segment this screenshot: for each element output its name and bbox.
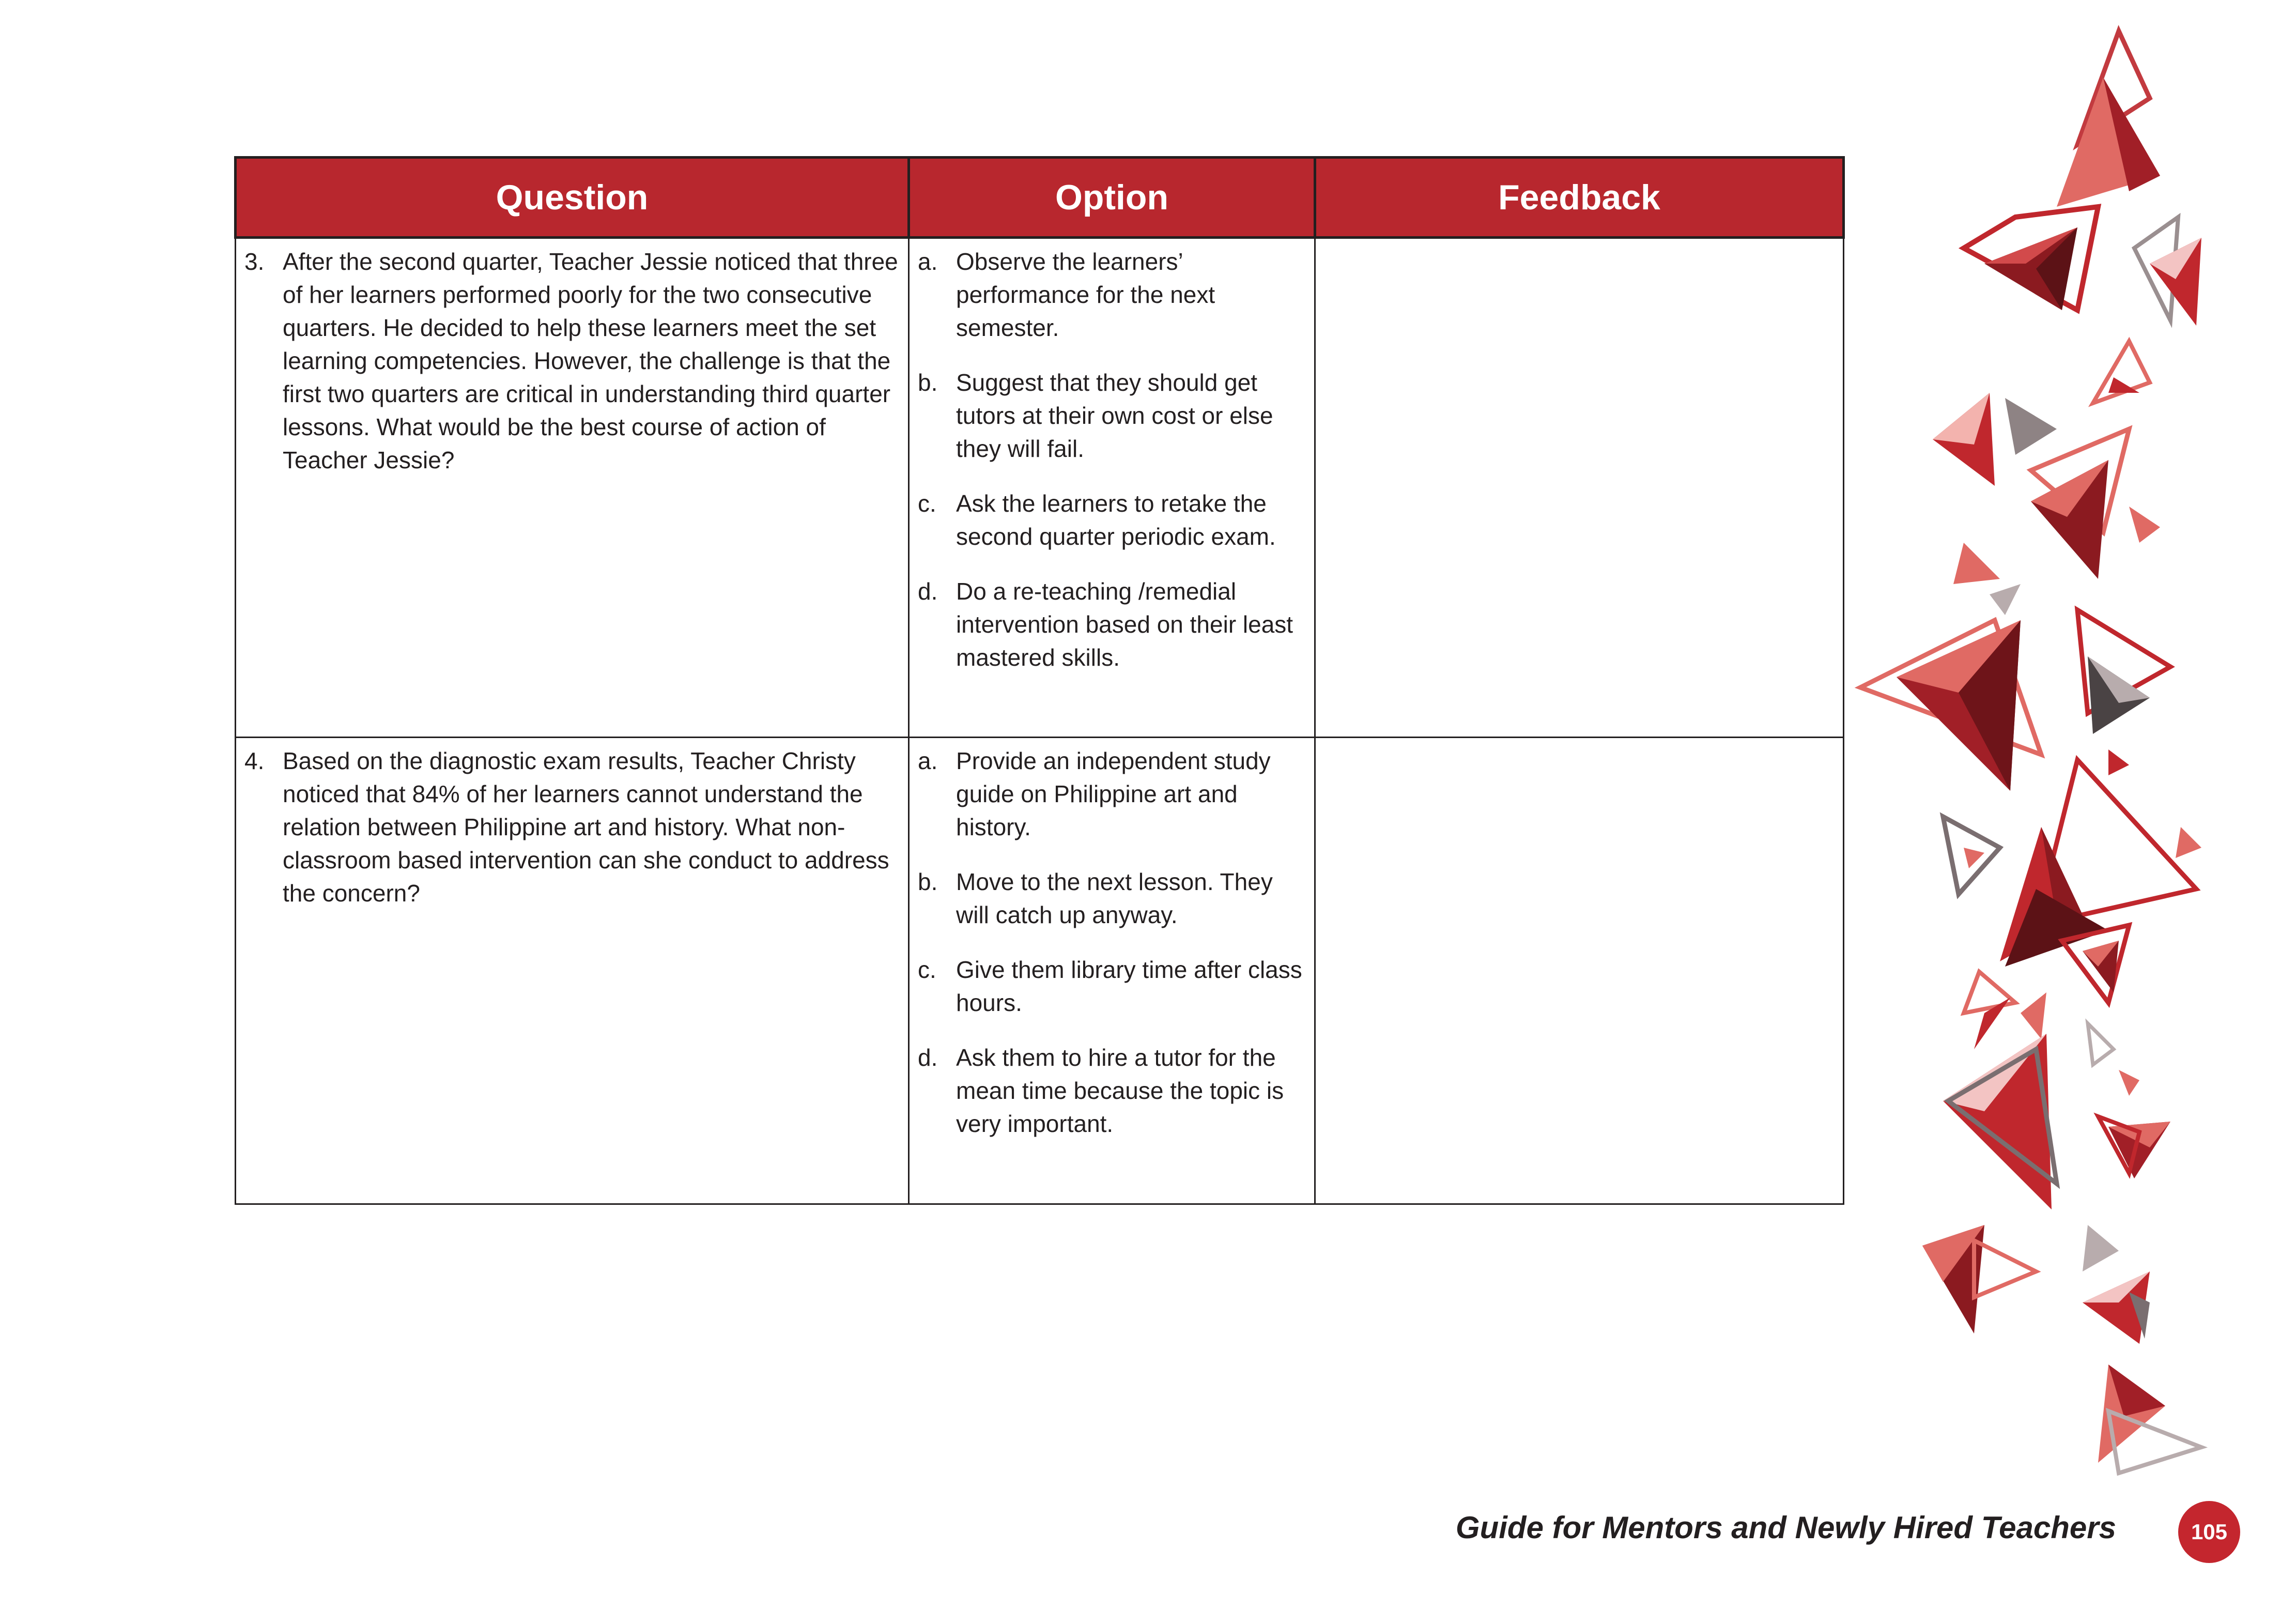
question-table	[234, 156, 1845, 1205]
option-letter: b.	[918, 369, 938, 396]
option-list	[918, 744, 1306, 1140]
option-text: Provide an independent study guide on Philippine art and history.	[956, 747, 1271, 840]
triangle-decoration-icon	[1840, 21, 2232, 1509]
option-text: Move to the next lesson. They will catch up anyway.	[956, 868, 1273, 928]
option-letter: a.	[918, 248, 938, 275]
feedback-cell[interactable]	[1315, 738, 1844, 1204]
option-item	[918, 366, 1306, 465]
question-cell	[236, 238, 909, 738]
option-text: Do a re-teaching /remedial intervention based on their least mastered skills.	[956, 578, 1293, 671]
option-item	[918, 865, 1306, 931]
option-item	[918, 487, 1306, 553]
option-item	[918, 1041, 1306, 1140]
option-letter: a.	[918, 747, 938, 774]
option-text: Ask them to hire a tutor for the mean time because the topic is very important.	[956, 1044, 1284, 1137]
option-item	[918, 245, 1306, 344]
option-text: Ask the learners to retake the second quarter periodic exam.	[956, 490, 1276, 550]
question-number: 3.	[244, 248, 265, 275]
option-cell	[909, 738, 1315, 1204]
page-number-badge: 105	[2178, 1501, 2240, 1563]
question-cell	[236, 738, 909, 1204]
header-option: Option	[909, 158, 1315, 238]
feedback-cell[interactable]	[1315, 238, 1844, 738]
footer-title: Guide for Mentors and Newly Hired Teachers	[1455, 1510, 2116, 1545]
table-row	[236, 238, 1844, 738]
option-cell	[909, 238, 1315, 738]
option-letter: c.	[918, 956, 936, 983]
question-text: Based on the diagnostic exam results, Teacher Christy noticed that 84% of her learners cannot understand the relation between Philippine art and history. What non-classroom based intervention can she conduct to address the concern?	[283, 747, 889, 907]
header-feedback: Feedback	[1315, 158, 1844, 238]
option-text: Suggest that they should get tutors at their own cost or else they will fail.	[956, 369, 1273, 462]
option-item	[918, 744, 1306, 844]
question-text: After the second quarter, Teacher Jessie noticed that three of her learners performed poorly for the two consecutive quarters. He decided to help these learners meet the set learning competencies. However, the challenge is that the first two quarters are critical in understanding third quarter lessons. What would be the best course of action of Teacher Jessie?	[283, 248, 898, 473]
header-question: Question	[236, 158, 909, 238]
option-letter: d.	[918, 578, 938, 605]
option-text: Observe the learners’ performance for the next semester.	[956, 248, 1215, 341]
option-letter: c.	[918, 490, 936, 517]
option-text: Give them library time after class hours.	[956, 956, 1302, 1016]
option-item	[918, 953, 1306, 1019]
question-number: 4.	[244, 747, 265, 774]
option-letter: b.	[918, 868, 938, 895]
table-row	[236, 738, 1844, 1204]
option-letter: d.	[918, 1044, 938, 1071]
option-list	[918, 245, 1306, 674]
table-header-row	[236, 158, 1844, 238]
option-item	[918, 575, 1306, 674]
